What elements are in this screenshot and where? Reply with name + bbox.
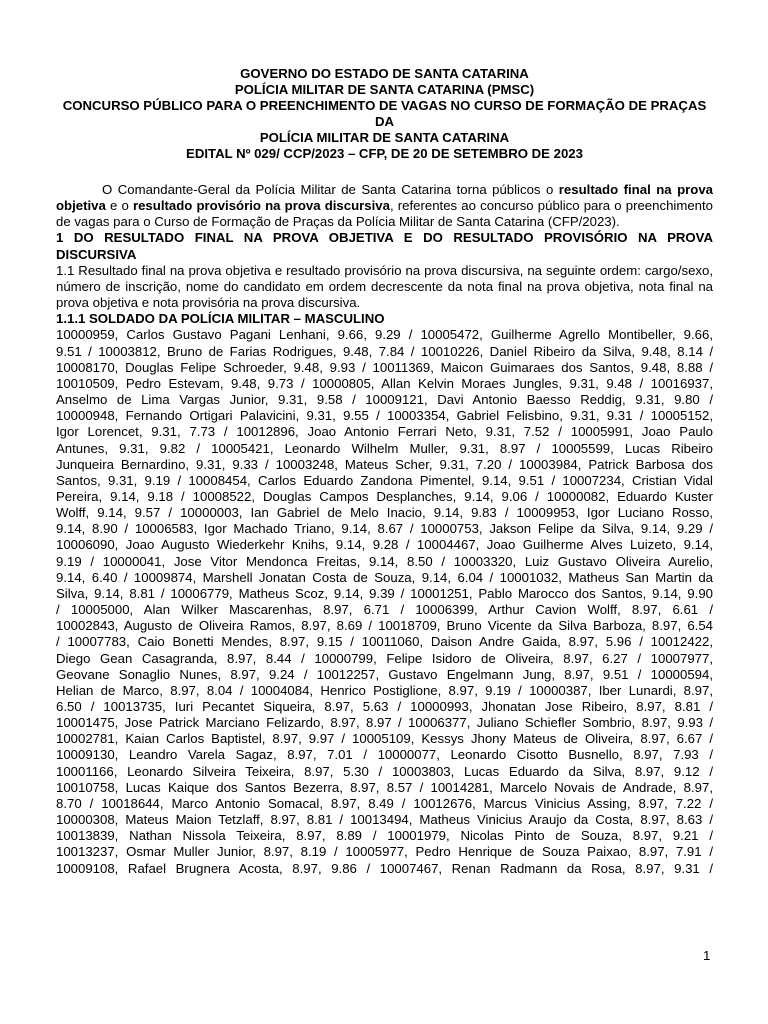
results-line: Junqueira Bernardino, 9.31, 9.33 / 10003248, Mateus Scher, 9.31, 7.20 / 10003984, Patrick Barbosa dos: [56, 456, 713, 472]
results-line: Helian de Marco, 8.97, 8.04 / 10004084, Henrico Postiglione, 8.97, 9.19 / 10000387, Iber Lunardi, 8.97,: [56, 682, 713, 698]
results-line: / 10007783, Caio Bonetti Mendes, 8.97, 9.15 / 10011060, Daison Andre Gaida, 8.97, 5.96 / 10012422,: [56, 634, 713, 650]
header-line-contest: CONCURSO PÚBLICO PARA O PREENCHIMENTO DE VAGAS NO CURSO DE FORMAÇÃO DE PRAÇAS DA: [62, 98, 707, 129]
results-line: 10010509, Pedro Estevam, 9.48, 9.73 / 10000805, Allan Kelvin Moraes Jungles, 9.31, 9.48 / 10016937,: [56, 375, 713, 391]
section-1-title: 1 DO RESULTADO FINAL NA PROVA OBJETIVA E DO RESULTADO PROVISÓRIO NA PROVA DISCURSIVA: [56, 230, 713, 262]
results-line: 9.51 / 10003812, Bruno de Farias Rodrigues, 9.48, 7.84 / 10010226, Daniel Ribeiro da Silva, 9.48, 8.14 /: [56, 343, 713, 359]
results-line: Diego Gean Casagranda, 8.97, 8.44 / 10000799, Felipe Isidoro de Oliveira, 8.97, 6.27 / 10007977,: [56, 650, 713, 666]
results-line: 10006090, Joao Augusto Wiederkehr Knihs, 9.14, 9.28 / 10004467, Joao Guilherme Alves Luizeto, 9.14,: [56, 537, 713, 553]
results-line: 10009130, Leandro Varela Sagaz, 8.97, 7.01 / 10000077, Leonardo Cisotto Busnello, 8.97, 7.93 /: [56, 747, 713, 763]
results-line: 9.14, 6.40 / 10009874, Marshell Jonatan Costa de Souza, 9.14, 6.04 / 10001032, Matheus San Martin da: [56, 569, 713, 585]
results-line: Pereira, 9.14, 9.18 / 10008522, Douglas Campos Desplanches, 9.14, 9.06 / 10000082, Eduardo Kuster: [56, 488, 713, 504]
intro-paragraph: [56, 182, 713, 230]
results-line: 10013237, Osmar Muller Junior, 8.97, 8.19 / 10005977, Pedro Henrique de Souza Paixao, 8.97, 7.91 /: [56, 844, 713, 860]
results-line: 10002843, Augusto de Oliveira Ramos, 8.97, 8.69 / 10018709, Bruno Vicente da Silva Barboza, 8.97, 6.54: [56, 618, 713, 634]
header-line-police-name: POLÍCIA MILITAR DE SANTA CATARINA: [259, 130, 510, 145]
document-page: [56, 66, 713, 877]
results-line: Silva, 9.14, 8.81 / 10006779, Matheus Scoz, 9.14, 9.39 / 10001251, Pablo Marocco dos Santos, 9.14, 9.90: [56, 585, 713, 601]
intro-text-1: O Comandante-Geral da Polícia Militar de Santa Catarina torna públicos o: [102, 182, 559, 197]
intro-bold-1: resultado final na prova objetiva: [56, 182, 713, 214]
document-header: [56, 66, 713, 162]
results-line: Igor Lorencet, 9.31, 7.73 / 10012896, Joao Antonio Ferrari Neto, 9.31, 7.52 / 10005991, Joao Paulo: [56, 424, 713, 440]
results-line: 10001475, Jose Patrick Marciano Felizardo, 8.97, 8.97 / 10006377, Juliano Schiefler Sombrio, 8.97, 9.93 /: [56, 715, 713, 731]
intro-bold-2: resultado provisório na prova discursiva: [132, 198, 390, 214]
header-line-police: POLÍCIA MILITAR DE SANTA CATARINA (PMSC): [234, 82, 535, 97]
results-line: 6.50 / 10013735, Iuri Pecantet Siqueira, 8.97, 5.63 / 10000993, Jhonatan Jose Ribeiro, 8.97, 8.81 /: [56, 699, 713, 714]
results-line: 10008170, Douglas Felipe Schroeder, 9.48, 9.93 / 10011369, Maicon Guimaraes dos Santos, 9.48, 8.88 /: [56, 359, 713, 375]
results-line: 9.14, 8.90 / 10006583, Igor Machado Triano, 9.14, 8.67 / 10000753, Jakson Felipe da Silva, 9.14, 9.29 /: [56, 521, 713, 537]
results-line: 9.19 / 10000041, Jose Vitor Mendonca Freitas, 9.14, 8.50 / 10003320, Luiz Gustavo Oliveira Aurelio,: [56, 553, 713, 569]
results-line: Geovane Sonaglio Nunes, 8.97, 9.24 / 10012257, Gustavo Engelmann Jung, 8.97, 9.51 / 10000594,: [56, 666, 713, 682]
results-line: 10009108, Rafael Brugnera Acosta, 8.97, 9.86 / 10007467, Renan Radmann da Rosa, 8.97, 9.31 /: [56, 860, 713, 876]
subsection-title: 1.1.1 SOLDADO DA POLÍCIA MILITAR – MASCULINO: [56, 311, 385, 327]
header-line-government: GOVERNO DO ESTADO DE SANTA CATARINA: [240, 66, 529, 81]
results-line: 10002781, Kaian Carlos Baptistel, 8.97, 9.97 / 10005109, Kessys Jhony Mateus de Oliveira, 8.97, 6.67 /: [56, 731, 713, 747]
results-line: Antunes, 9.31, 9.82 / 10005421, Leonardo Wilhelm Muller, 9.31, 8.97 / 10005599, Lucas Ribeiro: [56, 440, 713, 456]
results-line: Wolff, 9.14, 9.57 / 10000003, Ian Gabriel de Melo Inacio, 9.14, 9.83 / 10009953, Igor Luciano Rosso,: [56, 505, 713, 521]
results-line: 10010758, Lucas Kaique dos Santos Bezerra, 8.97, 8.57 / 10014281, Marcelo Novais de Andrade, 8.97,: [56, 779, 713, 795]
results-line: 10013839, Nathan Nissola Teixeira, 8.97, 8.89 / 10001979, Nicolas Pinto de Souza, 8.97, 9.21 /: [56, 828, 713, 844]
results-line: 8.70 / 10018644, Marco Antonio Somacal, 8.97, 8.49 / 10012676, Marcus Vinicius Assing, 8.97, 7.22 /: [56, 795, 713, 811]
results-line: 10000948, Fernando Ortigari Palavicini, 9.31, 9.55 / 10003354, Gabriel Felisbino, 9.31, 9.31 / 10005152,: [56, 408, 713, 424]
results-line: 10001166, Leonardo Silveira Teixeira, 8.97, 5.30 / 10003803, Lucas Eduardo da Silva, 8.97, 9.12 /: [56, 763, 713, 779]
intro-text-2: e o: [105, 198, 133, 214]
intro-text-3: , referentes ao concurso público para o preenchimento de vagas para o Curso de Formação de Praças da Polícia Militar de Santa Catarina (CFP/2023).: [56, 198, 713, 230]
section-1-1-paragraph: 1.1 Resultado final na prova objetiva e resultado provisório na prova discursiva, na seguinte ordem: cargo/sexo, número de inscrição, nome do candidato em ordem decrescente da nota final na prova objetiva, nota final na prova objetiva e nota provisória na prova discursiva.: [56, 262, 713, 311]
results-line: / 10005000, Alan Wilker Mascarenhas, 8.97, 6.71 / 10006399, Arthur Cavion Wolff, 8.97, 6.61 /: [56, 602, 713, 618]
results-line: 10000959, Carlos Gustavo Pagani Lenhani, 9.66, 9.29 / 10005472, Guilherme Agrello Montibeller, 9.66,: [56, 327, 713, 343]
header-line-edital: EDITAL Nº 029/ CCP/2023 – CFP, DE 20 DE SETEMBRO DE 2023: [186, 146, 583, 161]
page-number: 1: [703, 948, 711, 963]
results-line: 10000308, Mateus Maion Tetzlaff, 8.97, 8.81 / 10013494, Matheus Vinicius Araujo da Costa, 8.97, 8.63 /: [56, 812, 713, 828]
results-line: Santos, 9.31, 9.19 / 10008454, Carlos Eduardo Zandona Pimentel, 9.14, 9.51 / 10007234, Cristian Vidal: [56, 472, 713, 488]
results-list: [56, 327, 713, 876]
results-line: Anselmo de Lima Vargas Junior, 9.31, 9.58 / 10009121, Davi Antonio Baesso Reddig, 9.31, 9.80 /: [56, 392, 713, 408]
